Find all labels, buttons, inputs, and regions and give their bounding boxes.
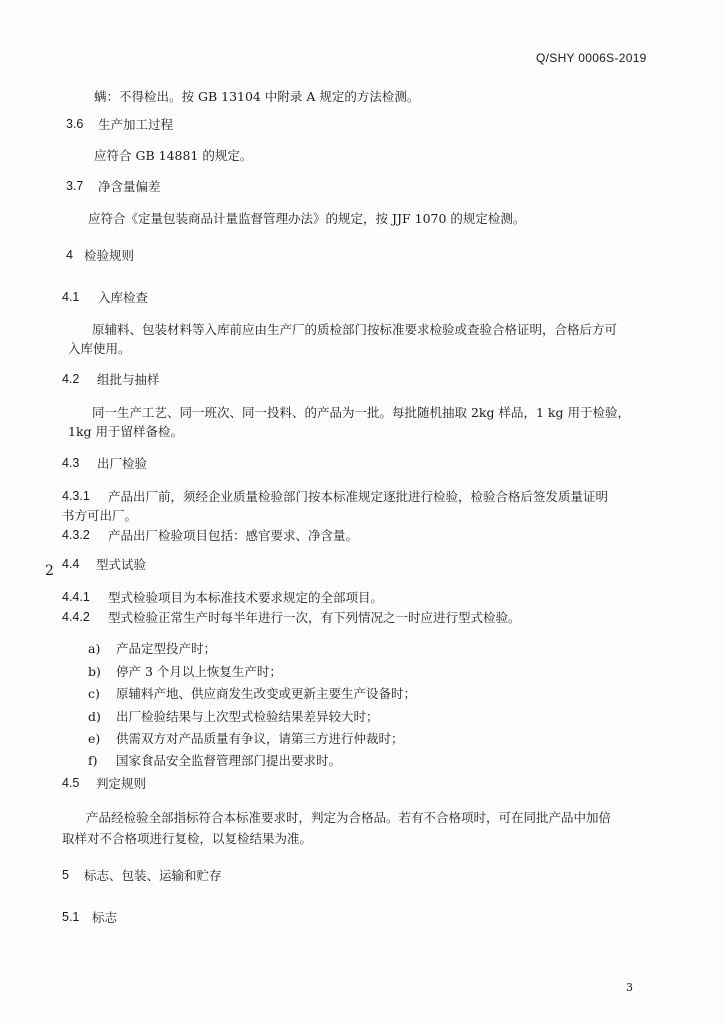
list-item-marker: b) [88,664,101,679]
list-item: 出厂检验结果与上次型式检验结果差异较大时； [116,709,379,724]
section-5-1-number: 5.1 [62,910,80,924]
section-4-3-number: 4.3 [62,456,80,470]
list-item-marker: d) [88,709,101,724]
section-4-1-heading: 入库检查 [98,290,149,305]
list-item: 供需双方对产品质量有争议，请第三方进行仲裁时； [116,731,404,746]
section-4-2-text-line2: 1kg 用于留样备检。 [68,424,184,439]
list-item-marker: e) [88,731,101,746]
section-4-3-1-text-line2: 书方可出厂。 [62,508,138,523]
section-5-number: 5 [62,868,69,882]
section-3-7-text: 应符合《定量包装商品计量监督管理办法》的规定，按 JJF 1070 的规定检测。 [88,211,526,226]
section-4-number: 4 [66,248,73,262]
section-4-5-number: 4.5 [62,776,80,790]
document-code: Q/SHY 0006S-2019 [536,51,647,65]
list-item-marker: a) [88,641,101,656]
section-4-3-2-text: 产品出厂检验项目包括：感官要求、净含量。 [108,528,359,543]
section-4-2-text-line1: 同一生产工艺、同一班次、同一投料、的产品为一批。每批随机抽取 2kg 样品，1 kg 用于检验， [92,405,630,420]
section-3-6-text: 应符合 GB 14881 的规定。 [94,148,253,163]
section-4-heading: 检验规则 [84,248,135,263]
section-4-4-2-number: 4.4.2 [62,610,90,624]
section-4-5-heading: 判定规则 [96,776,147,791]
list-item: 停产 3 个月以上恢复生产时； [116,664,282,679]
section-5-1-heading: 标志 [92,910,118,925]
section-4-4-1-text: 型式检验项目为本标准技术要求规定的全部项目。 [108,590,384,605]
section-3-7-number: 3.7 [66,179,84,193]
section-4-4-1-number: 4.4.1 [62,590,90,604]
list-item: 国家食品安全监督管理部门提出要求时。 [116,753,342,768]
section-4-1-number: 4.1 [62,290,80,304]
section-3-6-number: 3.6 [66,117,84,131]
section-4-2-number: 4.2 [62,372,80,386]
list-item-marker: f) [88,753,98,768]
section-4-4-number: 4.4 [62,557,80,571]
section-4-1-text-line1: 原辅料、包装材料等入库前应由生产厂的质检部门按标准要求检验或查验合格证明，合格后方可 [92,322,618,337]
section-4-5-text-line2: 取样对不合格项进行复检，以复检结果为准。 [62,831,313,846]
section-4-4-2-text: 型式检验正常生产时每半年进行一次，有下列情况之一时应进行型式检验。 [108,610,521,625]
section-3-6-heading: 生产加工过程 [98,117,174,132]
margin-mark: 2 [45,563,54,579]
mites-requirement: 螨：不得检出。按 GB 13104 中附录 A 规定的方法检测。 [94,89,420,104]
section-4-3-2-number: 4.3.2 [62,528,90,542]
section-4-5-text-line1: 产品经检验全部指标符合本标准要求时，判定为合格品。若有不合格项时，可在同批产品中加倍 [86,810,612,825]
section-5-heading: 标志、包装、运输和贮存 [84,868,222,883]
section-4-3-1-number: 4.3.1 [62,489,90,503]
section-4-3-heading: 出厂检验 [97,456,148,471]
list-item: 产品定型投产时； [116,641,217,656]
list-item: 原辅料产地、供应商发生改变或更新主要生产设备时； [116,686,417,701]
section-4-2-heading: 组批与抽样 [97,372,160,387]
page-number: 3 [626,981,633,994]
section-4-4-heading: 型式试验 [96,557,147,572]
list-item-marker: c) [88,686,100,701]
section-3-7-heading: 净含量偏差 [98,179,161,194]
section-4-3-1-text-line1: 产品出厂前，须经企业质量检验部门按本标准规定逐批进行检验，检验合格后签发质量证明 [108,489,609,504]
section-4-1-text-line2: 入库使用。 [68,341,131,356]
